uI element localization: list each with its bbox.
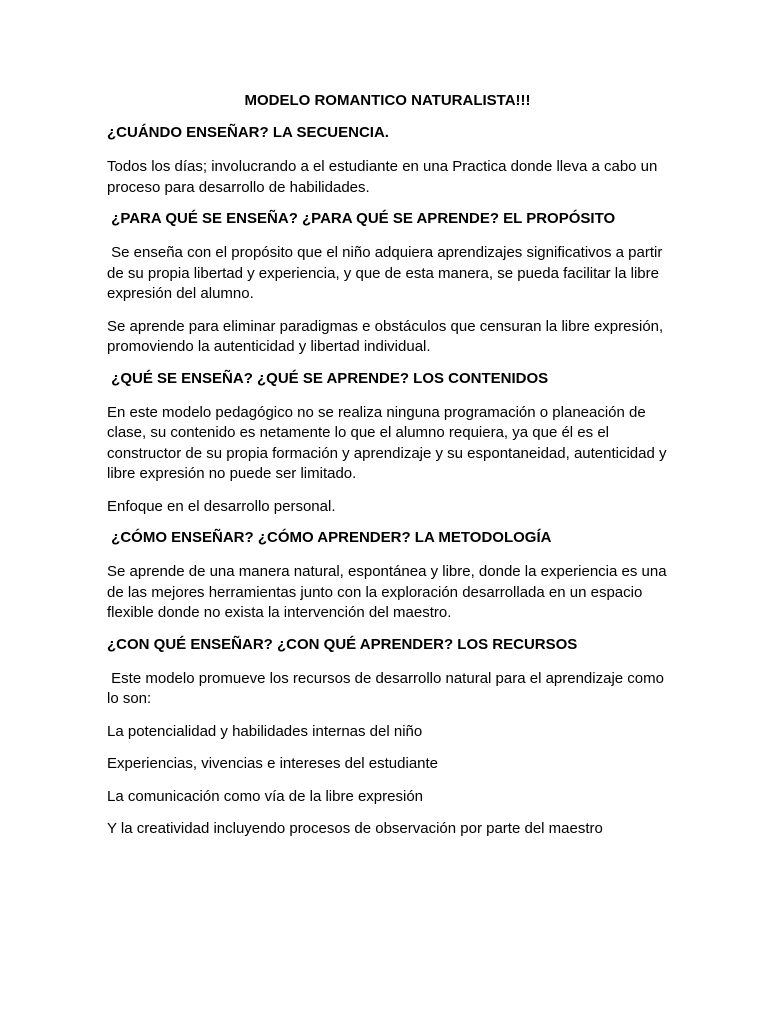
list-item: Y la creatividad incluyendo procesos de observación por parte del maestro <box>107 820 603 837</box>
section-heading-metodologia: ¿CÓMO ENSEÑAR? ¿CÓMO APRENDER? LA METODOLOGÍA <box>107 529 552 546</box>
section-heading-secuencia: ¿CUÁNDO ENSEÑAR? LA SECUENCIA. <box>107 124 389 141</box>
list-item: Experiencias, vivencias e intereses del estudiante <box>107 755 439 772</box>
paragraph: Se aprende para eliminar paradigmas e obstáculos que censuran la libre expresión, promoviendo la autenticidad y libertad individual. <box>107 317 668 355</box>
document-title: MODELO ROMANTICO NATURALISTA!!! <box>244 92 531 109</box>
paragraph: Se aprende de una manera natural, espontánea y libre, donde la experiencia es una de las mejores herramientas junto con la exploración desarrollada en un espacio flexible donde no exista la intervención del maestro. <box>107 563 671 621</box>
section-heading-recursos: ¿CON QUÉ ENSEÑAR? ¿CON QUÉ APRENDER? LOS RECURSOS <box>107 635 578 653</box>
section-heading-proposito: ¿PARA QUÉ SE ENSEÑA? ¿PARA QUÉ SE APRENDE? EL PROPÓSITO <box>107 210 616 227</box>
paragraph: En este modelo pedagógico no se realiza ninguna programación o planeación de clase, su contenido es netamente lo que el alumno requiera, ya que él es el constructor de su propia formación y aprendizaje y su espontaneidad, autenticidad y libre expresión no puede ser limitado. <box>107 403 671 482</box>
paragraph: Se enseña con el propósito que el niño adquiera aprendizajes significativos a partir de su propia libertad y experiencia, y que de esta manera, se pueda facilitar la libre expresión del alumno. <box>107 244 667 302</box>
section-heading-contenidos: ¿QUÉ SE ENSEÑA? ¿QUÉ SE APRENDE? LOS CONTENIDOS <box>107 369 549 387</box>
paragraph: Todos los días; involucrando a el estudiante en una Practica donde lleva a cabo un proceso para desarrollo de habilidades. <box>107 158 662 196</box>
list-item: La comunicación como vía de la libre expresión <box>107 787 424 805</box>
paragraph: Enfoque en el desarrollo personal. <box>107 497 336 515</box>
list-item: La potencialidad y habilidades internas del niño <box>107 722 423 740</box>
paragraph: Este modelo promueve los recursos de desarrollo natural para el aprendizaje como lo son: <box>107 669 669 707</box>
